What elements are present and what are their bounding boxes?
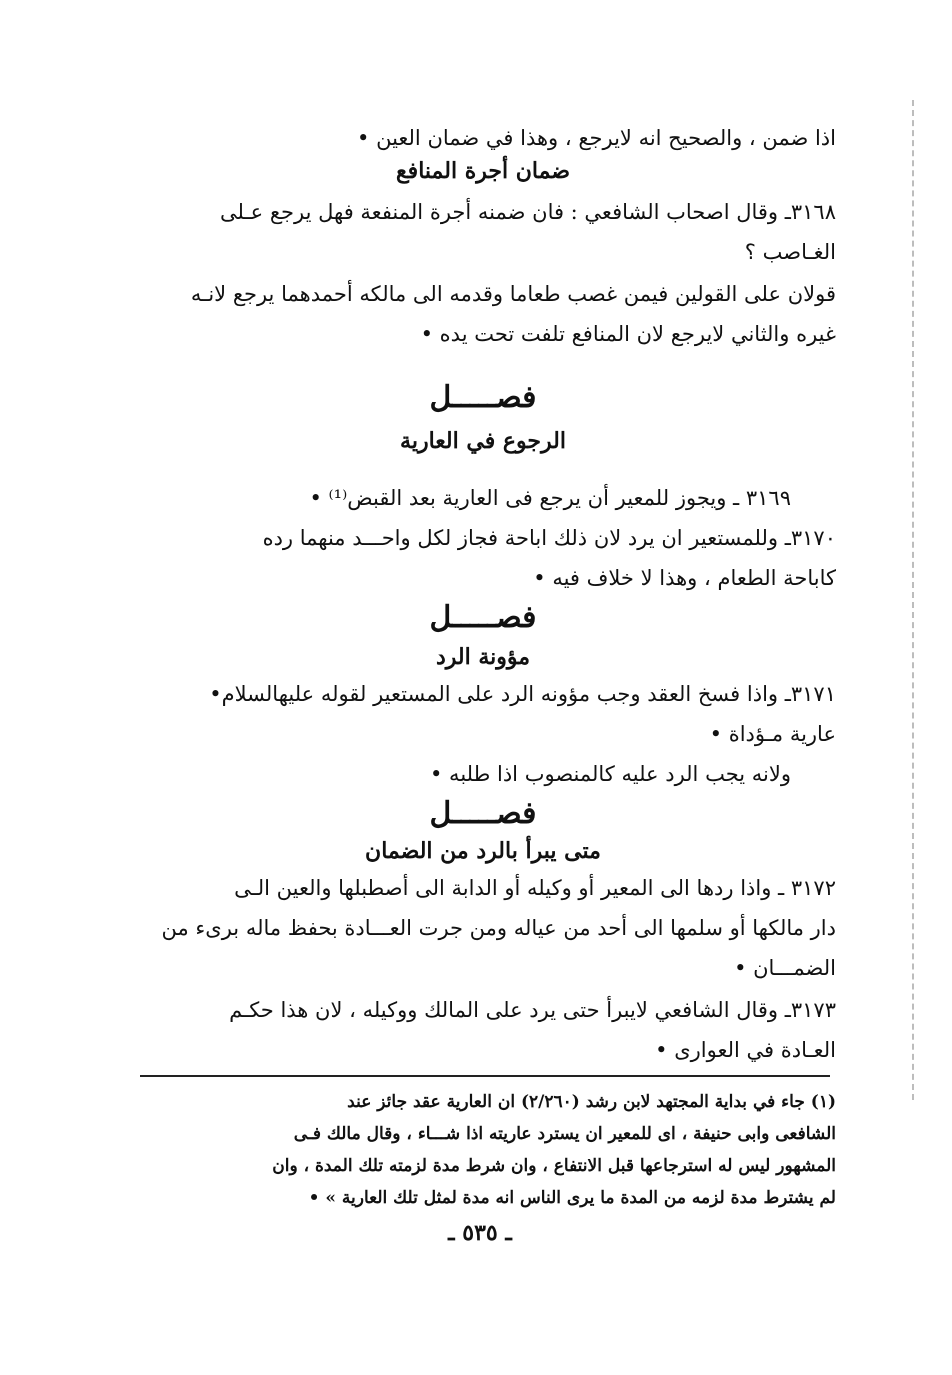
paragraph-3172 [130, 868, 836, 988]
text-line: عارية مـؤداة • [709, 722, 836, 746]
footnote-line: لم يشترط مدة لزمه من المدة ما يرى الناس انه مدة لمثل تلك العارية » • [308, 1188, 836, 1208]
text-line: ٣١٦٩ ـ ويجوز للمعير أن يرجع فى العارية بعد القبض⁽¹⁾ • [309, 486, 791, 510]
text-line: دار مالكها أو سلمها الى أحد من عياله ومن جرت العـــادة بحفظ ماله برىء من [161, 916, 836, 940]
text-line: ٣١٧٢ ـ واذا ردها الى المعير أو وكيله أو الدابة الى أصطبلها والعين الـى [234, 876, 836, 900]
text-line: ٣١٧٣ـ وقال الشافعي لايبرأ حتى يرد على المالك ووكيله ، لان هذا حكـم [229, 998, 836, 1022]
text-line: ٣١٦٨ـ وقال اصحاب الشافعي : فان ضمنه أجرة المنفعة فهل يرجع عـلى [220, 200, 836, 224]
section-title-fasl: فصـــــل [429, 380, 537, 415]
text-line: ٣١٧١ـ واذا فسخ العقد وجب مؤونه الرد على المستعير لقوله عليهالسلام• [209, 682, 836, 706]
text-line: غيره والثاني لايرجع لان المنافع تلفت تحت يده • [420, 322, 836, 346]
footnote-line: المشهور ليس له استرجاعها قبل الانتفاع ، وان شرط مدة لزمته تلك المدة ، وان [272, 1156, 836, 1176]
paragraph-3168 [130, 192, 836, 354]
paragraph-3171 [130, 674, 836, 794]
heading-muuna: مؤونة الرد [435, 644, 531, 670]
text-line: اذا ضمن ، والصحيح انه لايرجع ، وهذا في ضمان العين • [357, 126, 836, 150]
intro-paragraph [130, 118, 836, 158]
text-line: الضمـــان • [734, 956, 836, 980]
text-line: كاباحة الطعام ، وهذا لا خلاف فيه • [533, 566, 836, 590]
heading-ujra: ضمان أجرة المنافع [395, 158, 571, 184]
footnote [130, 1086, 836, 1214]
heading-mata: متى يبرأ بالرد من الضمان [365, 838, 601, 864]
section-title-fasl: فصـــــل [429, 796, 537, 831]
text-line: ولانه يجب الرد عليه كالمنصوب اذا طلبه • [430, 762, 791, 786]
footnote-line: (١) جاء في بداية المجتهد لابن رشد (٢/٢٦٠) ان العارية عقد جائز عند [347, 1092, 836, 1112]
paragraph-3170 [130, 518, 836, 598]
paragraph-3173 [130, 990, 836, 1070]
heading-rujoo: الرجوع في العارية [400, 428, 566, 454]
page-number: ـ ٥٣٥ ـ [448, 1220, 512, 1246]
scan-margin-marks [912, 100, 918, 1100]
footnote-line: الشافعى وابى حنيفة ، اى للمعير ان يسترد عاريته اذا شـــاء ، وقال مالك فـى [293, 1124, 836, 1144]
paragraph-3169 [130, 478, 836, 518]
text-line: قولان على القولين فيمن غصب طعاما وقدمه الى مالكه أحمدهما يرجع لانـه [190, 282, 836, 306]
text-line: العـادة في العوارى • [655, 1038, 836, 1062]
footnote-divider [140, 1075, 830, 1077]
section-title-fasl: فصـــــل [429, 600, 537, 635]
text-line: ٣١٧٠ـ وللمستعير ان يرد لان ذلك اباحة فجاز لكل واحـــد منهما رده [262, 526, 836, 550]
text-line: الغـاصب ؟ [744, 240, 836, 264]
